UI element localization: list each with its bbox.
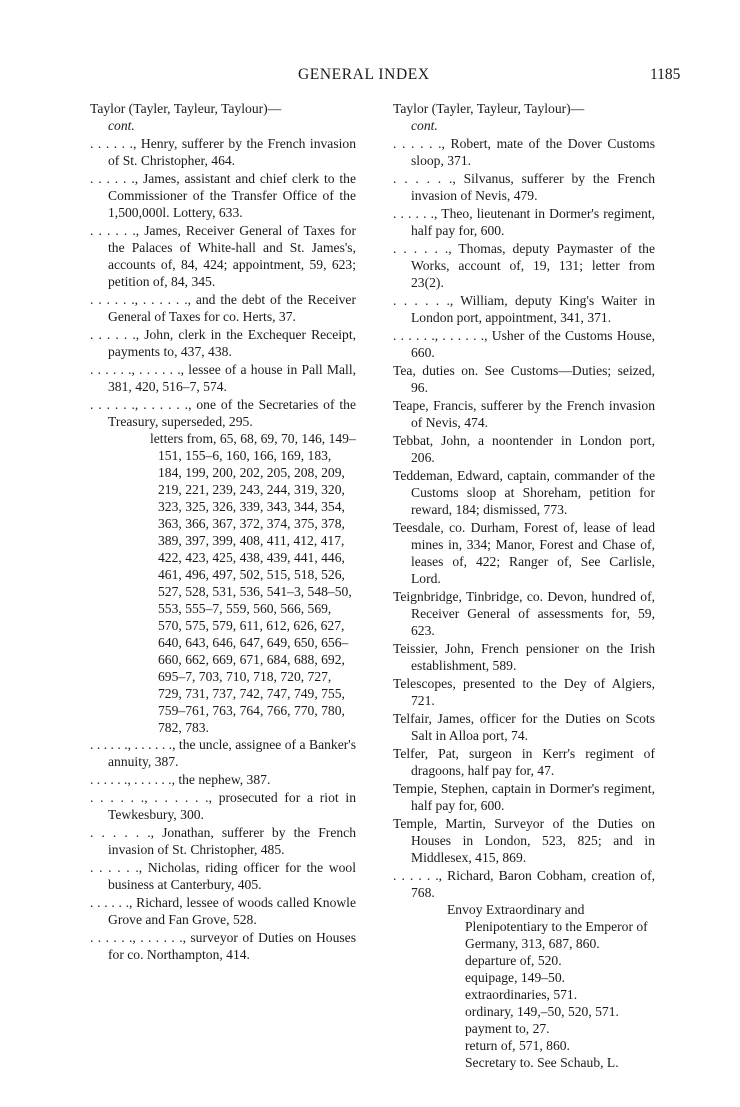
index-entry: Teissier, John, French pensioner on the Irish establishment, 589. [393,641,655,673]
index-entry: Tea, duties on. See Customs—Duties; seized, 96. [393,363,655,395]
index-entry: Teape, Francis, sufferer by the French invasion of Nevis, 474. [393,398,655,430]
index-entry: . . . . . ., Richard, lessee of woods called Knowle Grove and Fan Grove, 528. [90,895,356,927]
index-entry: . . . . . ., Thomas, deputy Paymaster of the Works, account of, 19, 131; letter from 23(2). [393,241,655,290]
envoy-detail: equipage, 149–50. [465,970,566,985]
envoy-subentry: Envoy Extraordinary and Plenipotentiary to the Emperor of Germany, 313, 687, 860. [447,902,648,951]
envoy-detail: payment to, 27. [465,1021,550,1036]
index-entry: . . . . . ., William, deputy King's Waiter in London port, appointment, 341, 371. [393,293,655,325]
page-header [0,66,740,90]
continued-heading: Taylor (Tayler, Tayleur, Taylour)— cont. [90,101,282,133]
index-entry: . . . . . ., . . . . . ., the nephew, 387. [90,772,271,787]
index-entry: . . . . . ., Theo, lieutenant in Dormer's regiment, half pay for, 600. [393,206,655,238]
index-entry: . . . . . ., Henry, sufferer by the French invasion of St. Christopher, 464. [90,136,356,168]
index-entry: Tempie, Stephen, captain in Dormer's regiment, half pay for, 600. [393,781,655,813]
index-entry: Telfer, Pat, surgeon in Kerr's regiment of dragoons, half pay for, 47. [393,746,655,778]
index-entry: . . . . . ., Silvanus, sufferer by the French invasion of Nevis, 479. [393,171,655,203]
right-column [393,100,655,1071]
index-entry: Tebbat, John, a noontender in London port, 206. [393,433,655,465]
index-entry: . . . . . ., Nicholas, riding officer for the wool business at Canterbury, 405. [90,860,356,892]
index-entry: . . . . . ., . . . . . ., the uncle, assignee of a Banker's annuity, 387. [90,737,356,769]
index-entry: . . . . . ., James, Receiver General of Taxes for the Palaces of White-hall and St. James's, accounts of, 84, 424; appointment, 59, 623; petition of, 84, 345. [90,223,356,289]
index-entry: Teignbridge, Tinbridge, co. Devon, hundred of, Receiver General of assessments for, 59, 623. [393,589,655,638]
index-entry: . . . . . ., . . . . . ., surveyor of Duties on Houses for co. Northampton, 414. [90,930,356,962]
index-entry: Teesdale, co. Durham, Forest of, lease of lead mines in, 334; Manor, Forest and Chase of, leases of, 422; Ranger of, See Carlisle, Lord. [393,520,655,586]
envoy-detail: return of, 571, 860. [465,1038,570,1053]
index-entry: Telfair, James, officer for the Duties on Scots Salt in Alloa port, 74. [393,711,655,743]
index-entry: . . . . . ., Jonathan, sufferer by the French invasion of St. Christopher, 485. [90,825,356,857]
index-entry: . . . . . ., . . . . . ., lessee of a house in Pall Mall, 381, 420, 516–7, 574. [90,362,356,394]
index-entry: . . . . . ., . . . . . ., Usher of the Customs House, 660. [393,328,655,360]
index-entry: Teddeman, Edward, captain, commander of the Customs sloop at Shoreham, petition for reward, 184; dismissed, 773. [393,468,655,517]
index-entry: . . . . . ., Robert, mate of the Dover Customs sloop, 371. [393,136,655,168]
page-number: 1185 [650,66,681,83]
index-entry: Temple, Martin, Surveyor of the Duties on Houses in London, 523, 825; and in Middlesex, 415, 869. [393,816,655,865]
index-entry: . . . . . ., John, clerk in the Exchequer Receipt, payments to, 437, 438. [90,327,356,359]
envoy-detail: departure of, 520. [465,953,562,968]
index-entry: . . . . . ., . . . . . ., one of the Secretaries of the Treasury, superseded, 295. [90,397,356,429]
index-entry: . . . . . ., Richard, Baron Cobham, creation of, 768. [393,868,655,900]
continued-heading: Taylor (Tayler, Tayleur, Taylour)— cont. [393,101,585,133]
left-column [90,100,356,963]
envoy-detail: Secretary to. See Schaub, L. [465,1055,619,1070]
index-entry: . . . . . ., James, assistant and chief clerk to the Commissioner of the Transfer Office of the 1,500,000l. Lottery, 633. [90,171,356,220]
index-entry: . . . . . ., . . . . . ., and the debt of the Receiver General of Taxes for co. Herts, 37. [90,292,356,324]
index-entry: . . . . . ., . . . . . ., prosecuted for a riot in Tewkesbury, 300. [90,790,356,822]
letters-from-subentry: letters from, 65, 68, 69, 70, 146, 149–151, 155–6, 160, 166, 169, 183, 184, 199, 200, 202, 205, 208, 209, 219, 221, 239, 243, 244, 319, 320, 323, 325, 326, 339, 343, 344, 354, 363, 366, 367, 372, 374, 375, 378, 389, 397, 399, 408, 411, 412, 417, 422, 423, 425, 438, 439, 441, 446, 461, 496, 497, 502, 515, 518, 526, 527, 528, 531, 536, 541–3, 548–50, 553, 555–7, 559, 560, 566, 569, 570, 575, 579, 611, 612, 626, 627, 640, 643, 646, 647, 649, 650, 656–660, 662, 669, 671, 684, 688, 692, 695–7, 703, 710, 718, 720, 727, 729, 731, 737, 742, 747, 749, 755, 759–761, 763, 764, 766, 770, 780, 782, 783. [150,431,356,735]
envoy-detail: extraordinaries, 571. [465,987,578,1002]
index-entry: Telescopes, presented to the Dey of Algiers, 721. [393,676,655,708]
running-title: GENERAL INDEX [298,66,430,83]
envoy-detail: ordinary, 149,–50, 520, 571. [465,1004,619,1019]
